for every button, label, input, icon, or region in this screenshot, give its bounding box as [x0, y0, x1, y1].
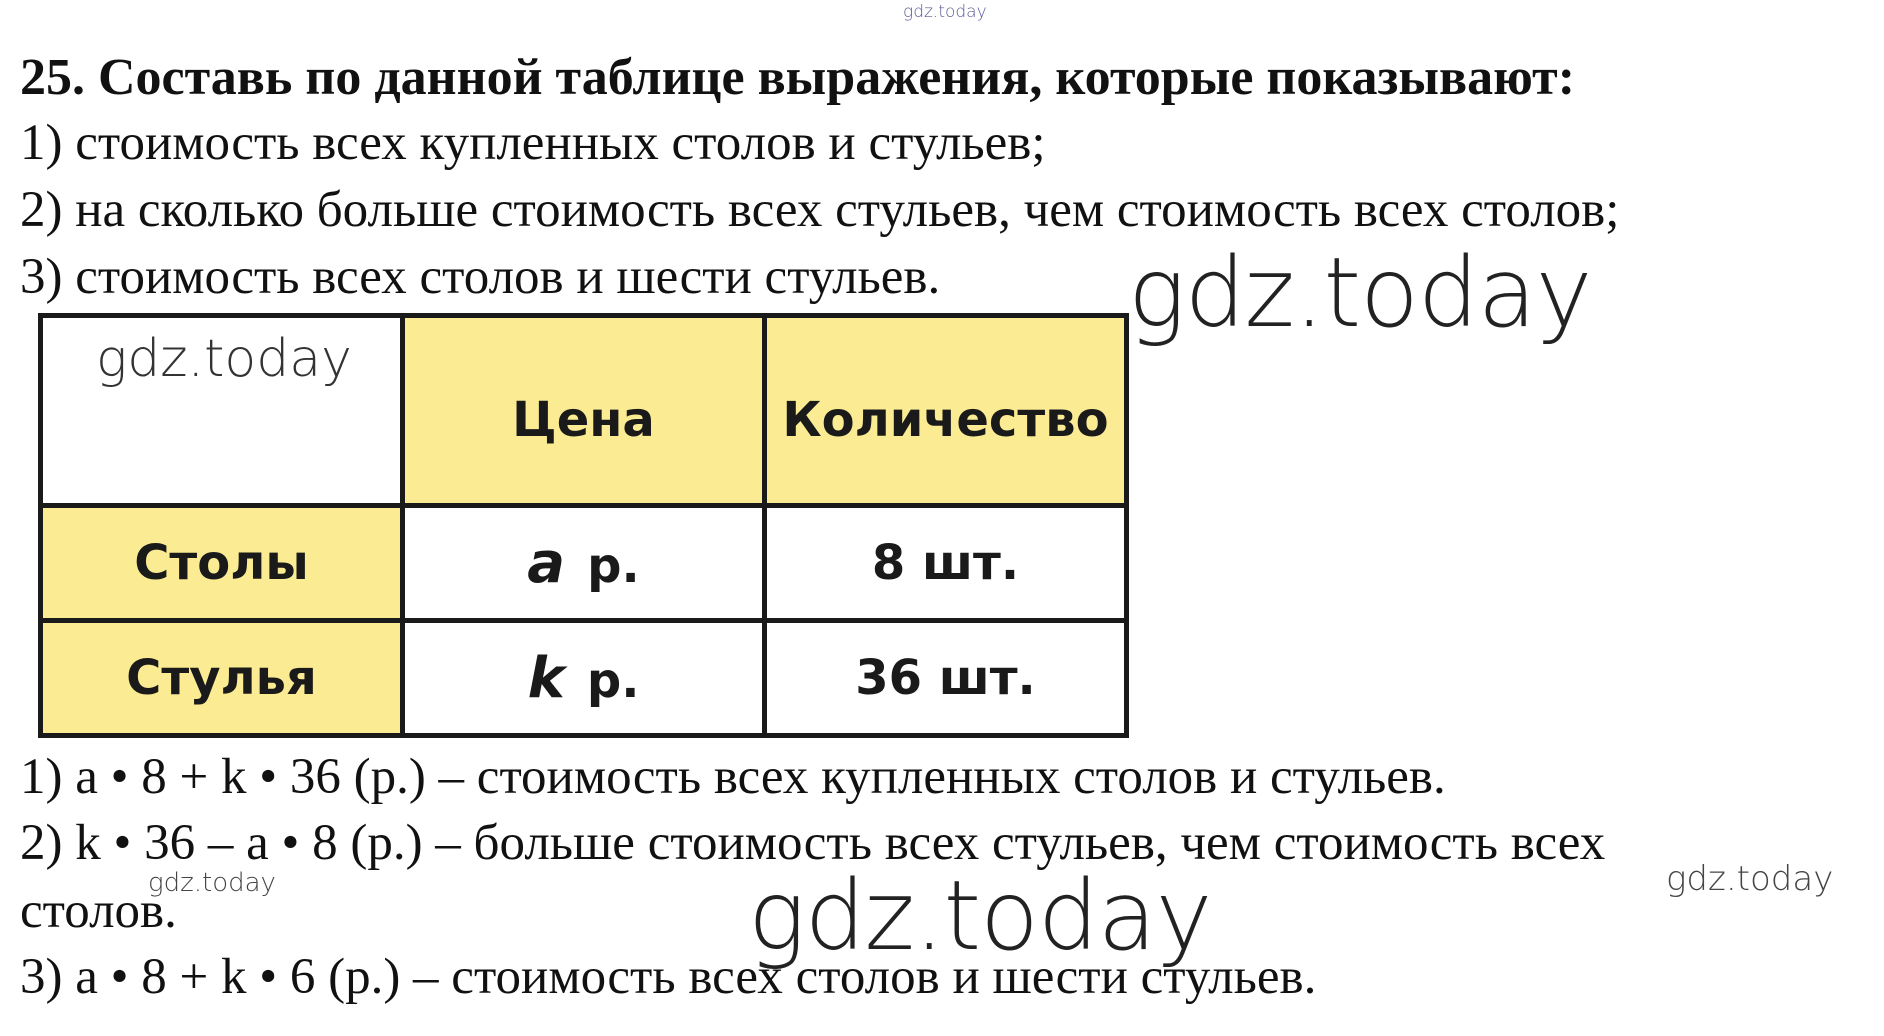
price-variable: k: [527, 645, 565, 711]
table-row: [41, 506, 1127, 621]
task-title: 25. Составь по данной таблице выражения, которые показывают:: [20, 49, 1576, 106]
task-item-2: 2) на сколько больше стоимость всех стульев, чем стоимость всех столов;: [20, 182, 1620, 238]
price-variable: a: [527, 530, 566, 596]
watermark-table-corner: gdz.today: [96, 329, 352, 389]
task-item-1: 1) стоимость всех купленных столов и стульев;: [20, 115, 1046, 171]
table-row: [41, 621, 1127, 736]
quantity-cell-tables: 8 шт.: [765, 506, 1127, 621]
quantity-cell-chairs: 36 шт.: [765, 621, 1127, 736]
watermark-top: gdz.today: [903, 2, 987, 22]
price-cell-chairs: [403, 621, 765, 736]
price-cell-tables: [403, 506, 765, 621]
answer-3: 3) a • 8 + k • 6 (р.) – стоимость всех столов и шести стульев.: [20, 949, 1317, 1005]
price-unit: р.: [587, 537, 640, 594]
header-quantity: Количество: [765, 316, 1127, 506]
watermark-large-right: gdz.today: [1128, 237, 1592, 349]
answer-1: 1) a • 8 + k • 36 (р.) – стоимость всех купленных столов и стульев.: [20, 749, 1446, 805]
watermark-large-center: gdz.today: [748, 860, 1212, 972]
row-label-chairs: Стулья: [41, 621, 403, 736]
row-label-tables: Столы: [41, 506, 403, 621]
answer-2: 2) k • 36 – a • 8 (р.) – больше стоимость всех стульев, чем стоимость всех: [20, 815, 1606, 871]
header-price: Цена: [403, 316, 765, 506]
watermark-small-right: gdz.today: [1666, 859, 1834, 899]
task-item-3: 3) стоимость всех столов и шести стульев.: [20, 249, 941, 305]
watermark-small-left: gdz.today: [148, 868, 276, 898]
answer-2-continued: столов.: [20, 883, 177, 939]
price-unit: р.: [586, 652, 640, 709]
